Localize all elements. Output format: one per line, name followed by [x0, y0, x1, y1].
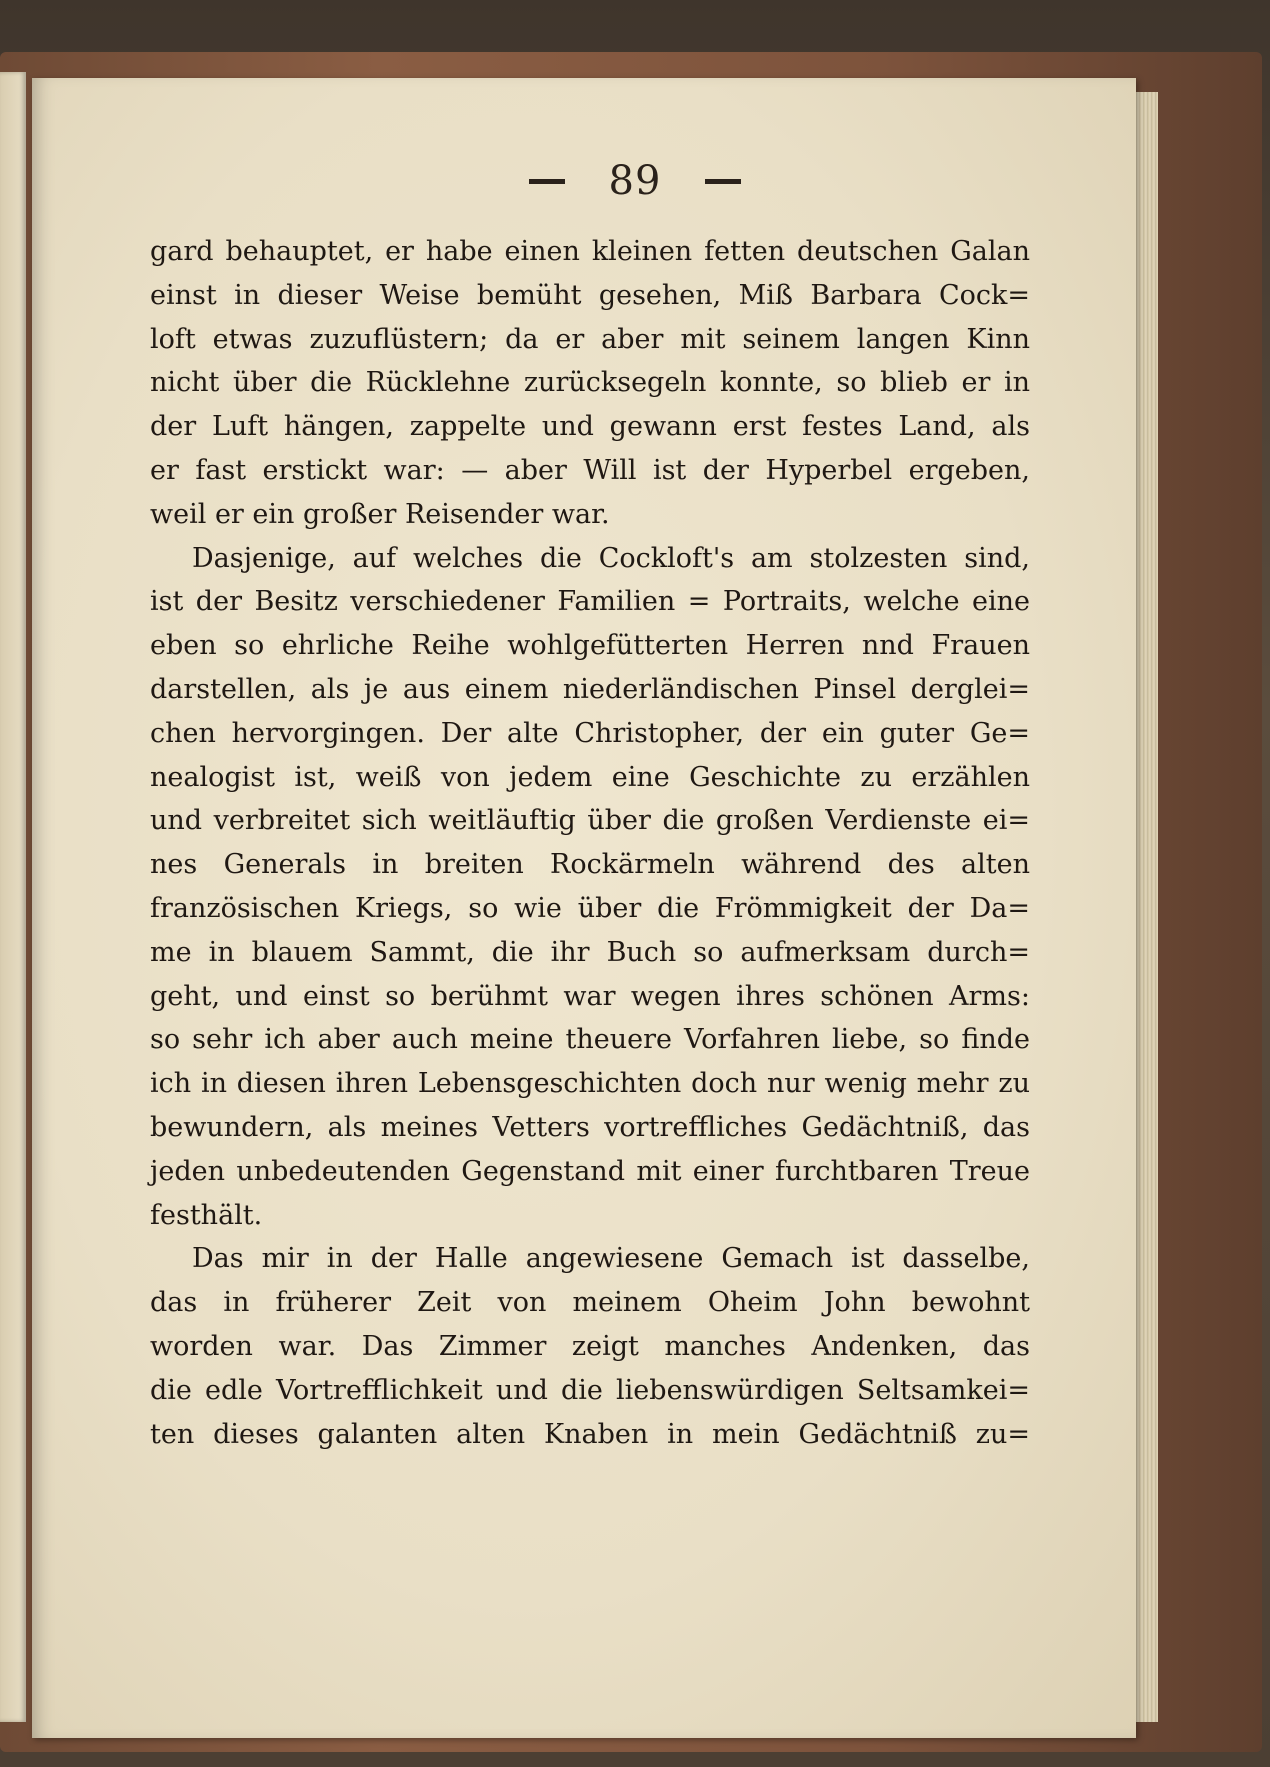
text-line: bewundern, als meines Vetters vortreffliches Gedächtniß, das [150, 1111, 1030, 1143]
text-line: loft etwas zuzuflüstern; da er aber mit seinem langen Kinn [150, 323, 1030, 355]
text-line: er fast erstickt war: — aber Will ist der Hyperbel ergeben, [150, 454, 1030, 486]
text-line: gard behauptet, er habe einen kleinen fetten deutschen Galan [150, 236, 1030, 267]
text-line: me in blauem Sammt, die ihr Buch so aufmerksam durch= [150, 936, 1030, 968]
text-line: der Luft hängen, zappelte und gewann erst festes Land, als [150, 411, 1030, 443]
left-page-edge [0, 72, 26, 1722]
text-line: so sehr ich aber auch meine theuere Vorfahren liebe, so finde [150, 1024, 1030, 1056]
text-line: festhält. [150, 1199, 263, 1231]
text-line: chen hervorgingen. Der alte Christopher, der ein guter Ge= [150, 717, 1030, 749]
text-line: und verbreitet sich weitläuftig über die großen Verdienste ei= [150, 805, 1030, 837]
text-line: geht, und einst so berühmt war wegen ihres schönen Arms: [150, 980, 1030, 1012]
text-line: darstellen, als je aus einem niederländischen Pinsel derglei= [150, 673, 1030, 705]
text-line: ist der Besitz verschiedener Familien = Portraits, welche eine [150, 586, 1030, 618]
text-line: nicht über die Rücklehne zurücksegeln konnte, so blieb er in [150, 367, 1030, 399]
page-number: 89 [608, 158, 662, 204]
text-line: Dasjenige, auf welches die Cockloft's am stolzesten sind, [192, 542, 1030, 574]
text-line: Das mir in der Halle angewiesene Gemach ist dasselbe, [192, 1243, 1030, 1275]
text-line: eben so ehrliche Reihe wohlgefütterten Herren nnd Frauen [150, 630, 1030, 662]
text-line: ten dieses galanten alten Knaben in mein Gedächtniß zu= [150, 1418, 1030, 1450]
text-line: ich in diesen ihren Lebensgeschichten doch nur wenig mehr zu [150, 1068, 1030, 1100]
text-line: weil er ein großer Reisender war. [150, 498, 610, 530]
text-line: nealogist ist, weiß von jedem eine Geschichte zu erzählen [150, 761, 1030, 793]
header-dash-left [529, 179, 565, 184]
text-line: nes Generals in breiten Rockärmeln während des alten [150, 849, 1030, 881]
text-line: das in früherer Zeit von meinem Oheim John bewohnt [150, 1287, 1030, 1319]
text-line: französischen Kriegs, so wie über die Frömmigkeit der Da= [150, 892, 1030, 924]
text-line: die edle Vortrefflichkeit und die liebenswürdigen Seltsamkei= [150, 1374, 1030, 1406]
text-line: einst in dieser Weise bemüht gesehen, Miß Barbara Cock= [150, 279, 1030, 311]
text-line: worden war. Das Zimmer zeigt manches Andenken, das [150, 1330, 1030, 1362]
text-line: jeden unbedeutenden Gegenstand mit einer furchtbaren Treue [150, 1155, 1030, 1187]
header-dash-right [705, 179, 741, 184]
page-header [0, 158, 1270, 204]
body-text [150, 230, 1030, 1456]
